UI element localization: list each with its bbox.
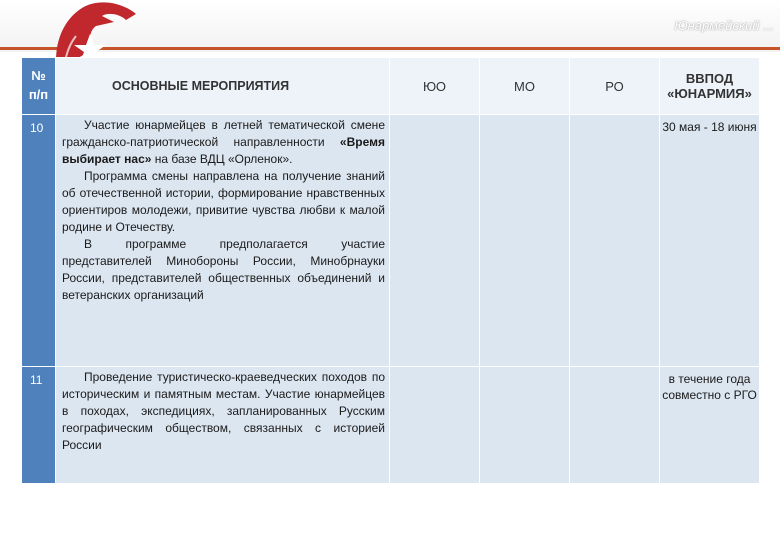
col-header-mo: МО: [480, 58, 570, 115]
table-row: [22, 115, 760, 367]
table-header-row: [22, 58, 760, 115]
col-header-vvpod: ВВПОД «ЮНАРМИЯ»: [660, 58, 760, 115]
table-row: [22, 367, 760, 484]
cell-vvpod-date: 30 мая - 18 июня: [660, 115, 760, 367]
event-paragraph: Программа смены направлена на получение знаний об отечественной истории, формирование нравственных ориентиров молодежи, привитие чувства любви к малой родине и Отечеству.: [62, 169, 385, 234]
cell-mo: [480, 115, 570, 367]
row-number: 10: [22, 115, 56, 367]
event-paragraph: Участие юнармейцев в летней тематической смене гражданско-патриотической направленности «Время выбирает нас» на базе ВДЦ «Орленок».: [62, 118, 385, 166]
event-paragraph: В программе предполагается участие представителей Минобороны России, Минобрнауки России, представителей общественных объединений и ветеранских организаций: [62, 237, 385, 302]
cell-ro: [570, 367, 660, 484]
col-header-yuo: ЮО: [390, 58, 480, 115]
event-paragraph: Проведение туристическо-краеведческих походов по историческим и памятным местам. Участие юнармейцев в походах, экспедициях, запланированных Русским географическим обществом, связанных с историей России: [62, 370, 385, 452]
event-description: [56, 367, 390, 484]
cell-yuo: [390, 115, 480, 367]
cell-mo: [480, 367, 570, 484]
row-number: 11: [22, 367, 56, 484]
col-header-events: ОСНОВНЫЕ МЕРОПРИЯТИЯ: [56, 58, 390, 115]
events-table: [21, 57, 760, 484]
event-description: [56, 115, 390, 367]
header-title: Юнармейский ...: [674, 18, 774, 33]
col-header-num: № п/п: [22, 58, 56, 115]
cell-vvpod-date: в течение года совместно с РГО: [660, 367, 760, 484]
cell-yuo: [390, 367, 480, 484]
cell-ro: [570, 115, 660, 367]
col-header-ro: РО: [570, 58, 660, 115]
